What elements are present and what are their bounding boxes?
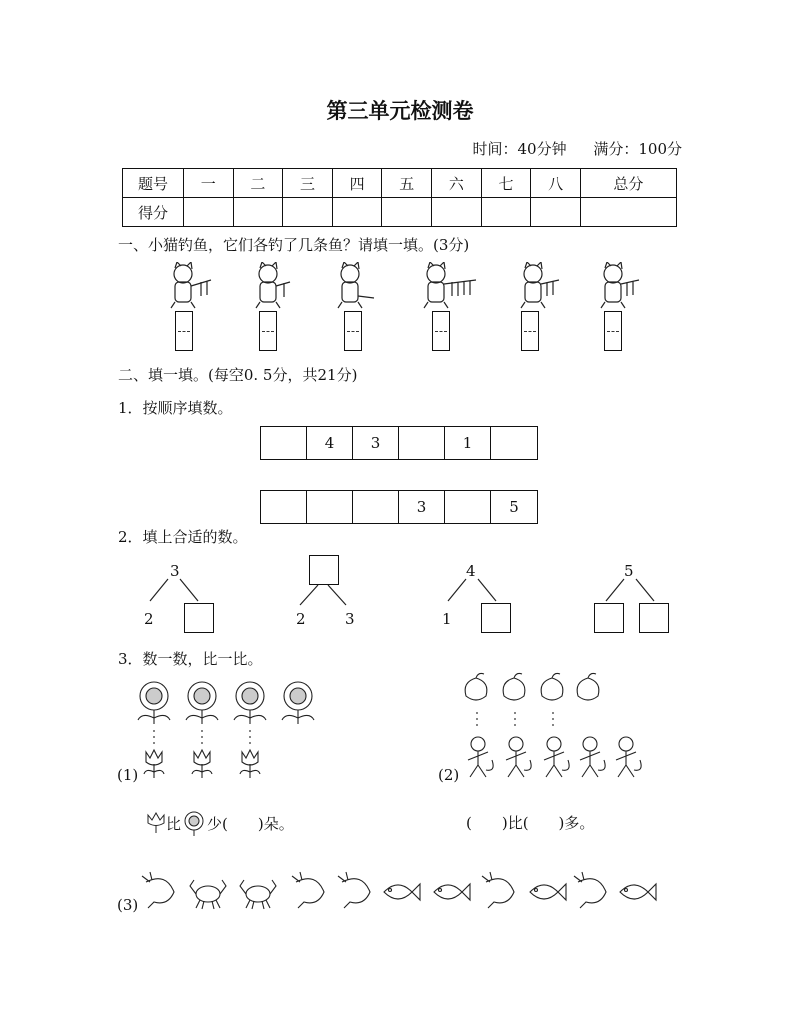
col-7: 七 <box>481 169 531 198</box>
page-title: 第三单元检测卷 <box>326 99 474 123</box>
tree-2-top-box[interactable] <box>309 555 339 585</box>
question-1-text: 一、小猫钓鱼，它们各钓了几条鱼？请填一填。(3分) <box>118 236 470 254</box>
peach-icon <box>541 674 563 701</box>
answer-box[interactable] <box>344 311 362 351</box>
shrimp-icon <box>482 872 514 908</box>
score-cell[interactable] <box>283 198 333 227</box>
sequence-cell[interactable] <box>261 491 307 523</box>
cat-icon <box>256 262 290 308</box>
full-score: 满分：100分 <box>593 140 682 158</box>
shrimp-icon <box>574 872 606 908</box>
sequence-cell: 3 <box>399 491 445 523</box>
part-3-label: (3) <box>117 896 139 914</box>
sequence-row-2 <box>260 490 538 524</box>
col-6: 六 <box>432 169 482 198</box>
col-5: 五 <box>382 169 432 198</box>
sunflower-icon <box>138 682 170 724</box>
tree-1-top: 3 <box>170 562 180 580</box>
tree-3-right-box[interactable] <box>481 603 511 633</box>
crab-icon <box>190 880 226 909</box>
part-1-text-b: 少( )朵。 <box>207 814 294 833</box>
header-label: 题号 <box>123 169 184 198</box>
sequence-cell: 5 <box>509 498 519 516</box>
shrimp-icon <box>142 872 174 908</box>
answer-box[interactable] <box>175 311 193 351</box>
sequence-cell[interactable] <box>491 427 537 459</box>
tree-2-left: 2 <box>296 610 306 628</box>
fish-icon <box>434 884 470 900</box>
score-cell[interactable] <box>432 198 482 227</box>
answer-box[interactable] <box>432 311 450 351</box>
score-cell[interactable] <box>531 198 581 227</box>
sequence-cell[interactable] <box>307 491 353 523</box>
fish-icon <box>530 884 566 900</box>
sequence-cell: 4 <box>307 427 353 459</box>
monkey-icon <box>506 737 531 777</box>
part-2-sentence: ( )比( )多。 <box>466 814 595 832</box>
flowers-illustration <box>132 680 332 785</box>
question-2-text: 二、填一填。(每空0. 5分，共21分) <box>118 366 358 384</box>
monkey-icon <box>544 737 569 777</box>
monkey-icon <box>616 737 641 777</box>
tulip-icon <box>240 750 260 778</box>
score-cell[interactable] <box>481 198 531 227</box>
tulip-icon <box>144 750 164 778</box>
cat-icon <box>338 262 374 308</box>
col-8: 八 <box>531 169 581 198</box>
sequence-row-1 <box>260 426 538 460</box>
cat-icon <box>171 262 211 308</box>
answer-box[interactable] <box>521 311 539 351</box>
cats-fishing-illustration <box>160 262 650 312</box>
score-cell[interactable] <box>233 198 283 227</box>
score-table-score-row <box>123 198 677 227</box>
sea-creatures-illustration <box>140 870 660 918</box>
exam-meta <box>472 138 682 159</box>
sequence-cell[interactable] <box>399 427 445 459</box>
tree-1-right-box[interactable] <box>184 603 214 633</box>
row-label: 得分 <box>123 198 184 227</box>
tree-4-top: 5 <box>624 562 634 580</box>
col-4: 四 <box>332 169 382 198</box>
score-cell[interactable] <box>580 198 676 227</box>
col-3: 三 <box>283 169 333 198</box>
cat-icon <box>424 262 476 308</box>
peach-icon <box>577 674 599 701</box>
tree-2-right: 3 <box>345 610 355 628</box>
time-limit: 时间：40分钟 <box>472 140 567 158</box>
tulip-icon <box>192 750 212 778</box>
answer-box[interactable] <box>604 311 622 351</box>
sequence-cell: 3 <box>353 427 399 459</box>
shrimp-icon <box>292 872 324 908</box>
score-cell[interactable] <box>332 198 382 227</box>
question-2-2-text: 2．填上合适的数。 <box>118 528 248 546</box>
monkey-icon <box>580 737 605 777</box>
tree-4-left-box[interactable] <box>594 603 624 633</box>
sunflower-icon <box>186 682 218 724</box>
score-cell[interactable] <box>382 198 432 227</box>
part-1-sentence <box>146 810 294 836</box>
part-2-label: (2) <box>438 766 460 784</box>
part-1-label: (1) <box>117 766 139 784</box>
fish-icon <box>620 884 656 900</box>
col-2: 二 <box>233 169 283 198</box>
crab-icon <box>240 880 276 909</box>
sequence-cell[interactable] <box>261 427 307 459</box>
question-2-3-text: 3．数一数，比一比。 <box>118 650 263 668</box>
col-1: 一 <box>184 169 234 198</box>
sequence-cell[interactable] <box>353 491 399 523</box>
tulip-icon <box>146 812 166 834</box>
score-table-header-row <box>123 169 677 198</box>
peach-icon <box>465 674 487 701</box>
tree-3-left: 1 <box>442 610 452 628</box>
sunflower-icon <box>282 682 314 724</box>
peaches-monkeys-illustration <box>462 672 652 787</box>
sunflower-icon <box>181 810 207 836</box>
tree-4-right-box[interactable] <box>639 603 669 633</box>
part-1-text-a: 比 <box>166 814 182 833</box>
sunflower-icon <box>234 682 266 724</box>
tree-3-top: 4 <box>466 562 476 580</box>
peach-icon <box>503 674 525 701</box>
score-cell[interactable] <box>184 198 234 227</box>
monkey-icon <box>468 737 493 777</box>
tree-1-left: 2 <box>144 610 154 628</box>
sequence-cell[interactable] <box>445 491 491 523</box>
sequence-cell: 1 <box>445 427 491 459</box>
col-total: 总分 <box>580 169 676 198</box>
answer-box[interactable] <box>259 311 277 351</box>
cat-icon <box>601 262 639 308</box>
question-2-1-text: 1．按顺序填数。 <box>118 399 233 417</box>
fish-icon <box>384 884 420 900</box>
score-table <box>122 168 677 227</box>
cat-icon <box>521 262 559 308</box>
shrimp-icon <box>338 872 370 908</box>
